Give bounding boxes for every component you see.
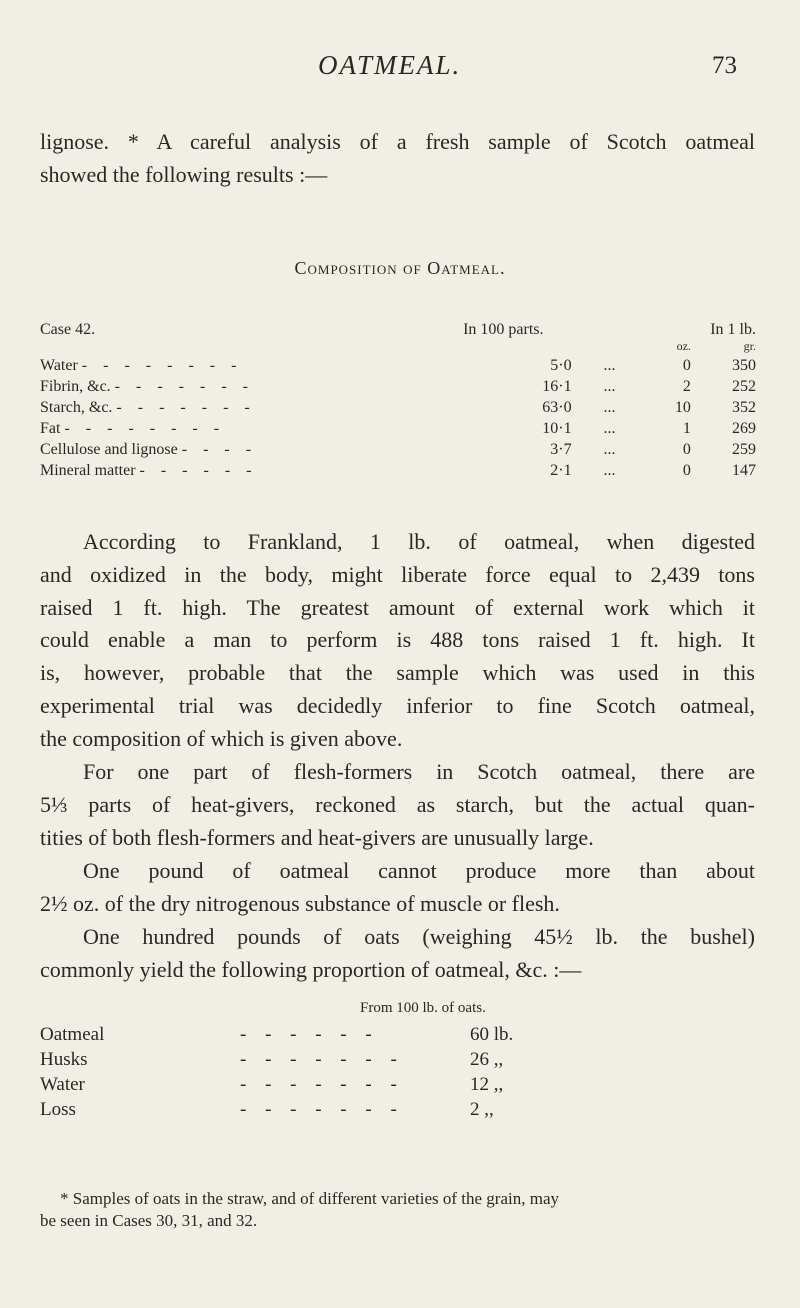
row-leader: - - - - - - - [116, 399, 256, 416]
row-leader: - - - - - - - [114, 378, 254, 395]
unit-oz: oz. [676, 339, 691, 353]
page-number: 73 [712, 52, 737, 79]
footnote [40, 1188, 756, 1232]
row-gr: 352 [732, 399, 756, 416]
text-line: tities of both flesh-formers and heat-givers are unusually large. [40, 824, 594, 850]
row-parts: 2·1 [550, 462, 572, 479]
row-name: Loss [40, 1098, 76, 1120]
paragraph-one-hundred-pounds [40, 921, 755, 987]
table-row [40, 417, 756, 438]
case-label: Case 42. [40, 321, 96, 338]
yield-table [40, 1022, 590, 1122]
row-name: Oatmeal [40, 1023, 105, 1045]
text-line: One hundred pounds of oats (weighing 45½ lb. the bushel) [83, 924, 755, 949]
row-dots: ... [603, 399, 616, 416]
row-leader: - - - - - - - [240, 1073, 404, 1095]
text-line: and oxidized in the body, might liberate force equal to 2,439 tons [40, 561, 755, 587]
row-parts: 10·1 [542, 420, 572, 437]
text-line: For one part of flesh-formers in Scotch oatmeal, there are [83, 759, 755, 784]
composition-table-title: Composition of Oatmeal. [294, 258, 506, 278]
text-line: lignose. * A careful analysis of a fresh sample of Scotch oatmeal [40, 129, 755, 154]
text-line: raised 1 ft. high. The greatest amount of external work which it [40, 594, 755, 620]
composition-table [40, 318, 756, 480]
table-subheader-row [40, 339, 756, 354]
column-header-parts: In 100 parts. [463, 321, 544, 338]
table-row [40, 438, 756, 459]
table-row [40, 1072, 590, 1097]
row-name: Fibrin, &c. [40, 378, 111, 395]
running-head-title: OATMEAL. [318, 50, 462, 80]
row-dots: ... [603, 441, 616, 458]
row-leader: - - - - - - - - [81, 357, 243, 374]
yield-table-header: From 100 lb. of oats. [360, 1000, 486, 1016]
text-line: One pound of oatmeal cannot produce more than about [83, 858, 755, 883]
text-line: experimental trial was decidedly inferior to fine Scotch oatmeal, [40, 692, 755, 718]
row-oz: 0 [682, 441, 691, 458]
row-gr: 259 [732, 441, 756, 458]
running-head [0, 50, 800, 90]
row-oz: 0 [682, 357, 691, 374]
row-parts: 3·7 [550, 441, 572, 458]
footnote-line: * Samples of oats in the straw, and of different varieties of the grain, may [60, 1189, 559, 1208]
text-line: 5⅓ parts of heat-givers, reckoned as starch, but the actual quan- [40, 791, 755, 817]
text-line: is, however, probable that the sample which was used in this [40, 660, 755, 686]
row-dots: ... [603, 462, 616, 479]
row-leader: - - - - - - - [240, 1098, 404, 1120]
table-row [40, 375, 756, 396]
paragraph-flesh-formers [40, 756, 755, 854]
intro-paragraph [40, 126, 755, 192]
row-oz: 1 [682, 420, 691, 437]
row-gr: 269 [732, 420, 756, 437]
footnote-line: be seen in Cases 30, 31, and 32. [40, 1211, 258, 1230]
row-parts: 63·0 [542, 399, 572, 416]
row-name: Mineral matter [40, 462, 136, 479]
row-oz: 10 [674, 399, 691, 416]
text-line: According to Frankland, 1 lb. of oatmeal, when digested [83, 529, 755, 554]
text-line: the composition of which is given above. [40, 725, 403, 751]
unit-gr: gr. [743, 339, 756, 353]
row-leader: - - - - - - - - [64, 420, 226, 437]
text-line: 2½ oz. of the dry nitrogenous substance of muscle or flesh. [40, 890, 560, 916]
row-leader: - - - - - - [240, 1023, 379, 1045]
row-gr: 350 [732, 357, 756, 374]
table-row [40, 1097, 590, 1122]
row-name: Water [40, 1073, 85, 1095]
text-line: could enable a man to perform is 488 tons raised 1 ft. high. It [40, 627, 755, 653]
row-leader: - - - - [181, 441, 258, 458]
table-row [40, 1047, 590, 1072]
row-leader: - - - - - - - [240, 1048, 404, 1070]
row-dots: ... [603, 420, 616, 437]
row-value: 60 lb. [470, 1023, 514, 1045]
row-value: 12 ,, [470, 1073, 504, 1095]
column-header-lb: In 1 lb. [710, 321, 756, 338]
paragraph-frankland [40, 526, 755, 756]
table-row [40, 354, 756, 375]
row-gr: 252 [732, 378, 756, 395]
row-parts: 5·0 [550, 357, 572, 374]
row-name: Husks [40, 1048, 88, 1070]
row-dots: ... [603, 378, 616, 395]
text-line: commonly yield the following proportion of oatmeal, &c. :— [40, 956, 582, 982]
row-oz: 0 [682, 462, 691, 479]
row-value: 2 ,, [470, 1098, 494, 1120]
table-row [40, 396, 756, 417]
row-value: 26 ,, [470, 1048, 504, 1070]
row-name: Cellulose and lignose [40, 441, 178, 458]
text-line: showed the following results :— [40, 161, 328, 187]
row-gr: 147 [732, 462, 756, 479]
row-dots: ... [603, 357, 616, 374]
table-header-row [40, 318, 756, 339]
row-leader: - - - - - - [139, 462, 258, 479]
table-row [40, 1022, 590, 1047]
paragraph-one-pound [40, 855, 755, 921]
row-name: Fat [40, 420, 61, 437]
row-name: Water [40, 357, 78, 374]
row-oz: 2 [682, 378, 691, 395]
table-row [40, 459, 756, 480]
row-parts: 16·1 [542, 378, 572, 395]
row-name: Starch, &c. [40, 399, 113, 416]
